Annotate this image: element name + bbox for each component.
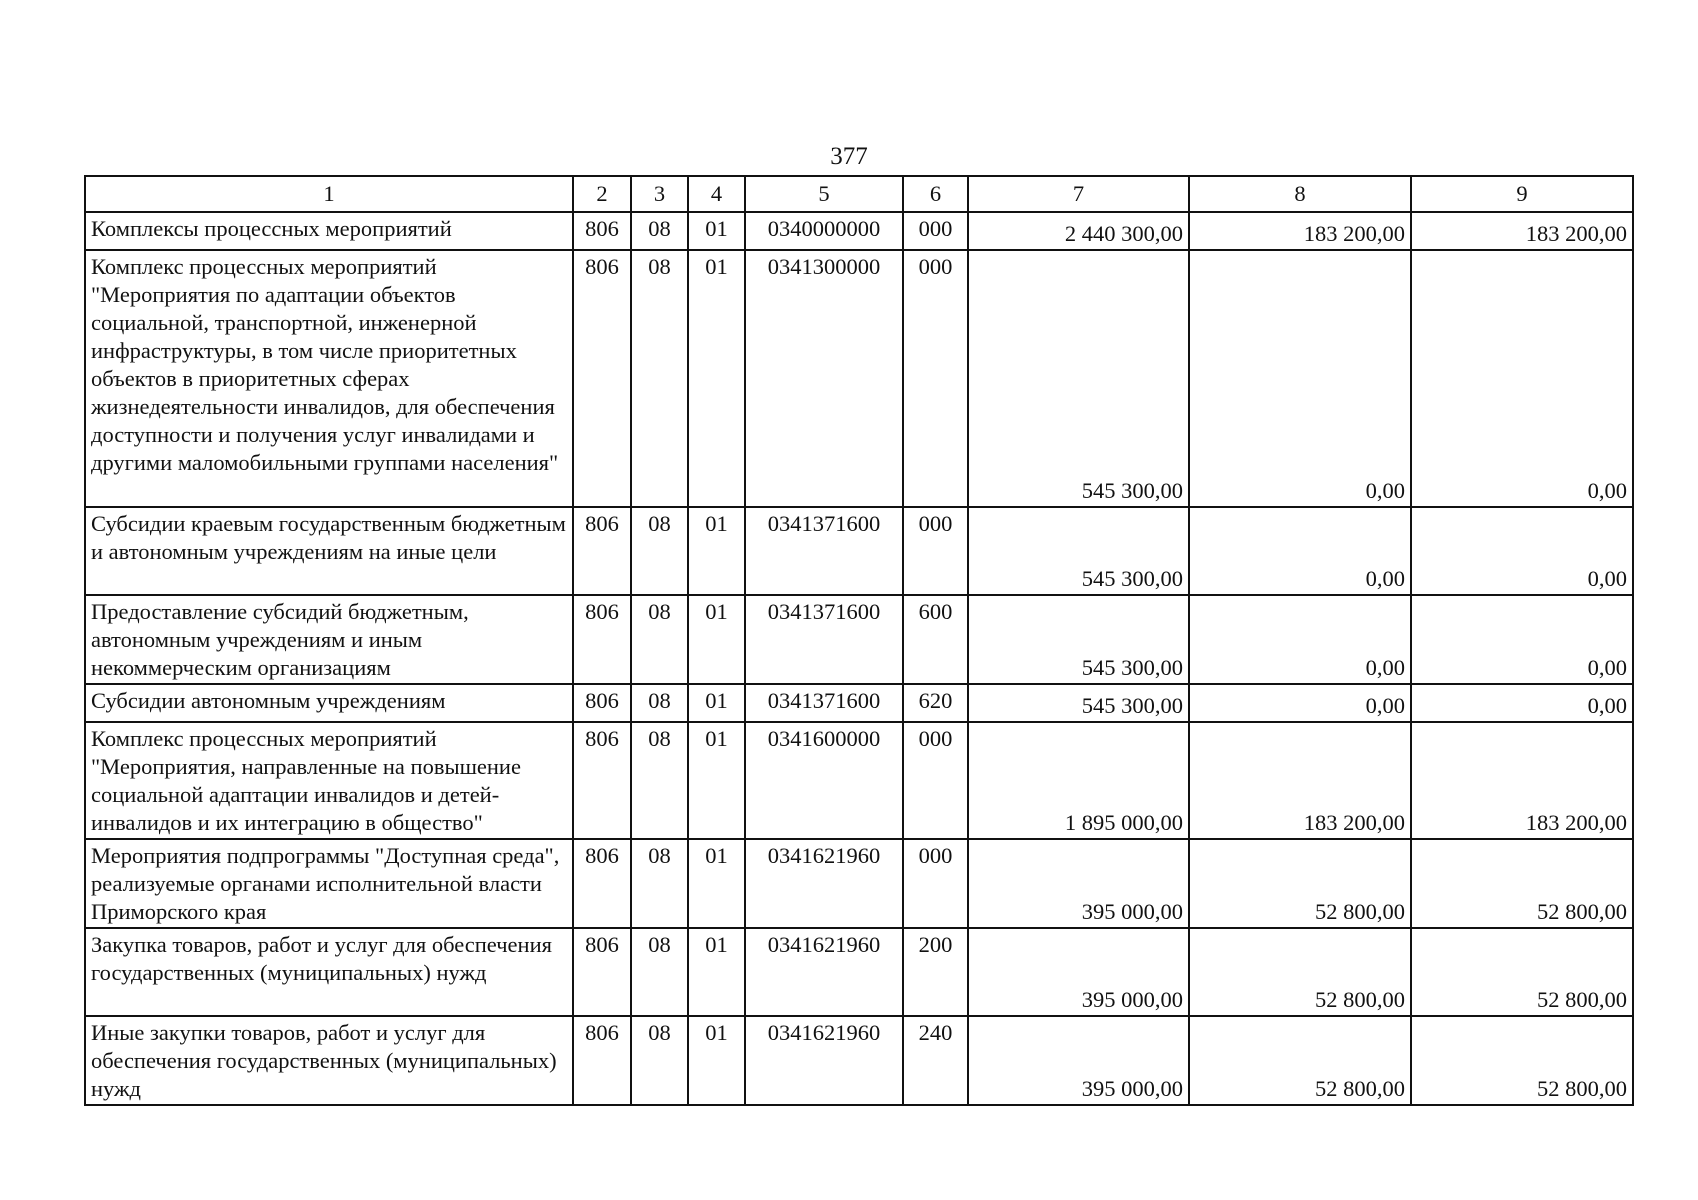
section-code: 08 bbox=[631, 839, 688, 928]
budget-table bbox=[84, 175, 1634, 1106]
ministry-code: 806 bbox=[573, 928, 631, 1016]
expense-type-code: 200 bbox=[903, 928, 968, 1016]
item-name: Субсидии краевым государственным бюджетным и автономным учреждениям на иные цели bbox=[85, 507, 573, 595]
target-item-code: 0340000000 bbox=[745, 212, 903, 250]
amount-col8: 0,00 bbox=[1189, 595, 1411, 684]
amount-col9: 0,00 bbox=[1411, 507, 1633, 595]
column-number: 7 bbox=[968, 176, 1189, 212]
item-name: Комплексы процессных мероприятий bbox=[85, 212, 573, 250]
subsection-code: 01 bbox=[688, 507, 745, 595]
amount-col9: 0,00 bbox=[1411, 595, 1633, 684]
section-code: 08 bbox=[631, 212, 688, 250]
section-code: 08 bbox=[631, 507, 688, 595]
column-number: 5 bbox=[745, 176, 903, 212]
section-code: 08 bbox=[631, 722, 688, 839]
table-row bbox=[85, 212, 1633, 250]
amount-col9: 183 200,00 bbox=[1411, 722, 1633, 839]
amount-col7: 545 300,00 bbox=[968, 507, 1189, 595]
column-number: 2 bbox=[573, 176, 631, 212]
target-item-code: 0341371600 bbox=[745, 507, 903, 595]
amount-col9: 52 800,00 bbox=[1411, 928, 1633, 1016]
table-row bbox=[85, 722, 1633, 839]
expense-type-code: 000 bbox=[903, 839, 968, 928]
column-number: 6 bbox=[903, 176, 968, 212]
table-row bbox=[85, 595, 1633, 684]
ministry-code: 806 bbox=[573, 1016, 631, 1105]
amount-col8: 0,00 bbox=[1189, 507, 1411, 595]
target-item-code: 0341621960 bbox=[745, 839, 903, 928]
subsection-code: 01 bbox=[688, 212, 745, 250]
table-row bbox=[85, 507, 1633, 595]
ministry-code: 806 bbox=[573, 212, 631, 250]
amount-col7: 545 300,00 bbox=[968, 684, 1189, 722]
item-name: Субсидии автономным учреждениям bbox=[85, 684, 573, 722]
page-number: 377 bbox=[830, 143, 868, 170]
amount-col7: 395 000,00 bbox=[968, 928, 1189, 1016]
section-code: 08 bbox=[631, 684, 688, 722]
amount-col8: 52 800,00 bbox=[1189, 928, 1411, 1016]
amount-col7: 545 300,00 bbox=[968, 250, 1189, 507]
amount-col8: 0,00 bbox=[1189, 250, 1411, 507]
item-name: Иные закупки товаров, работ и услуг для обеспечения государственных (муниципальных) нужд bbox=[85, 1016, 573, 1105]
amount-col9: 0,00 bbox=[1411, 684, 1633, 722]
target-item-code: 0341621960 bbox=[745, 928, 903, 1016]
section-code: 08 bbox=[631, 595, 688, 684]
ministry-code: 806 bbox=[573, 684, 631, 722]
section-code: 08 bbox=[631, 1016, 688, 1105]
amount-col9: 183 200,00 bbox=[1411, 212, 1633, 250]
expense-type-code: 240 bbox=[903, 1016, 968, 1105]
amount-col8: 0,00 bbox=[1189, 684, 1411, 722]
subsection-code: 01 bbox=[688, 839, 745, 928]
expense-type-code: 620 bbox=[903, 684, 968, 722]
section-code: 08 bbox=[631, 928, 688, 1016]
amount-col9: 52 800,00 bbox=[1411, 839, 1633, 928]
ministry-code: 806 bbox=[573, 250, 631, 507]
subsection-code: 01 bbox=[688, 595, 745, 684]
amount-col7: 1 895 000,00 bbox=[968, 722, 1189, 839]
subsection-code: 01 bbox=[688, 684, 745, 722]
item-name: Закупка товаров, работ и услуг для обеспечения государственных (муниципальных) нужд bbox=[85, 928, 573, 1016]
ministry-code: 806 bbox=[573, 507, 631, 595]
amount-col8: 183 200,00 bbox=[1189, 212, 1411, 250]
table-row bbox=[85, 928, 1633, 1016]
ministry-code: 806 bbox=[573, 722, 631, 839]
expense-type-code: 000 bbox=[903, 507, 968, 595]
item-name: Мероприятия подпрограммы "Доступная среда", реализуемые органами исполнительной власти Приморского края bbox=[85, 839, 573, 928]
target-item-code: 0341621960 bbox=[745, 1016, 903, 1105]
column-number: 3 bbox=[631, 176, 688, 212]
column-number-row bbox=[85, 176, 1633, 212]
column-number: 9 bbox=[1411, 176, 1633, 212]
amount-col8: 52 800,00 bbox=[1189, 1016, 1411, 1105]
item-name: Комплекс процессных мероприятий "Мероприятия, направленные на повышение социальной адаптации инвалидов и детей-инвалидов и их интеграцию в общество" bbox=[85, 722, 573, 839]
target-item-code: 0341371600 bbox=[745, 595, 903, 684]
subsection-code: 01 bbox=[688, 928, 745, 1016]
column-number: 4 bbox=[688, 176, 745, 212]
expense-type-code: 000 bbox=[903, 722, 968, 839]
subsection-code: 01 bbox=[688, 250, 745, 507]
table-row bbox=[85, 250, 1633, 507]
subsection-code: 01 bbox=[688, 1016, 745, 1105]
amount-col8: 183 200,00 bbox=[1189, 722, 1411, 839]
table-row bbox=[85, 684, 1633, 722]
amount-col7: 395 000,00 bbox=[968, 839, 1189, 928]
amount-col9: 52 800,00 bbox=[1411, 1016, 1633, 1105]
item-name: Предоставление субсидий бюджетным, автономным учреждениям и иным некоммерческим организациям bbox=[85, 595, 573, 684]
amount-col7: 545 300,00 bbox=[968, 595, 1189, 684]
ministry-code: 806 bbox=[573, 839, 631, 928]
section-code: 08 bbox=[631, 250, 688, 507]
expense-type-code: 000 bbox=[903, 250, 968, 507]
table-row bbox=[85, 839, 1633, 928]
target-item-code: 0341371600 bbox=[745, 684, 903, 722]
item-name: Комплекс процессных мероприятий "Мероприятия по адаптации объектов социальной, транспортной, инженерной инфраструктуры, в том числе приоритетных объектов в приоритетных сферах жизнедеятельности инвалидов, для обеспечения доступности и получения услуг инвалидами и другими маломобильными группами населения" bbox=[85, 250, 573, 507]
target-item-code: 0341600000 bbox=[745, 722, 903, 839]
expense-type-code: 600 bbox=[903, 595, 968, 684]
subsection-code: 01 bbox=[688, 722, 745, 839]
column-number: 8 bbox=[1189, 176, 1411, 212]
amount-col8: 52 800,00 bbox=[1189, 839, 1411, 928]
column-number: 1 bbox=[85, 176, 573, 212]
amount-col7: 2 440 300,00 bbox=[968, 212, 1189, 250]
ministry-code: 806 bbox=[573, 595, 631, 684]
expense-type-code: 000 bbox=[903, 212, 968, 250]
table-row bbox=[85, 1016, 1633, 1105]
amount-col7: 395 000,00 bbox=[968, 1016, 1189, 1105]
amount-col9: 0,00 bbox=[1411, 250, 1633, 507]
target-item-code: 0341300000 bbox=[745, 250, 903, 507]
